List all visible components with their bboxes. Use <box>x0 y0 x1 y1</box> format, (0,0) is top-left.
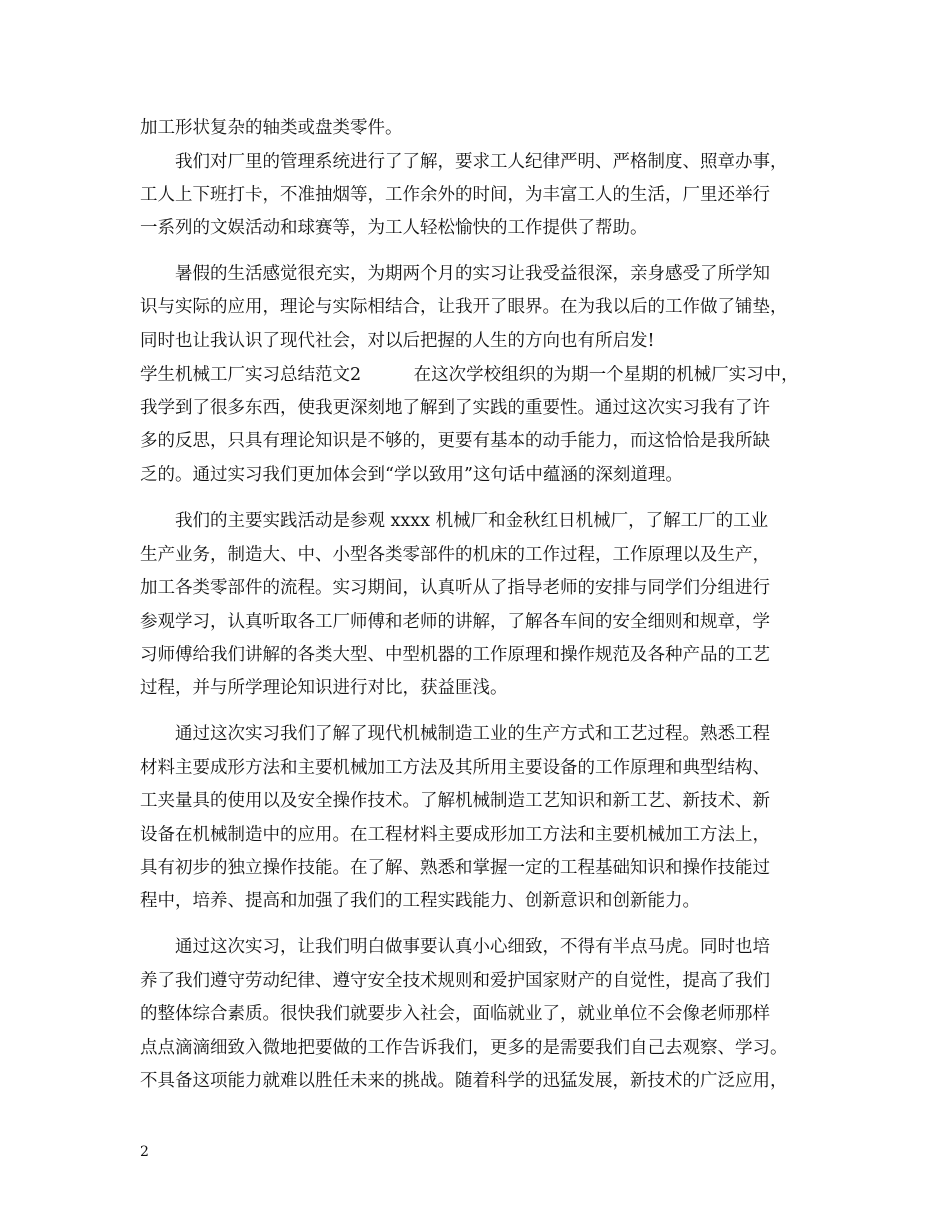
text-line: 程中，培养、提高和加强了我们的工程实践能力、创新意识和创新能力。 <box>140 891 700 911</box>
page-number: 2 <box>140 1144 149 1160</box>
text-line: 多的反思，只具有理论知识是不够的，更要有基本的动手能力，而这恰恰是我所缺 <box>140 431 770 451</box>
text-line: 习师傅给我们讲解的各类大型、中型机器的工作原理和操作规范及各种产品的工艺 <box>140 645 770 665</box>
text-line: 参观学习，认真听取各工厂师傅和老师的讲解，了解各车间的安全细则和规章，学 <box>140 612 770 632</box>
text-line: 同时也让我认识了现代社会，对以后把握的人生的方向也有所启发! <box>140 331 655 351</box>
text-line: 我们的主要实践活动是参观 xxxx 机械厂和金秋红日机械厂，了解工厂的工业 <box>140 511 769 531</box>
text-line: 加工形状复杂的轴类或盘类零件。 <box>140 118 403 138</box>
text-line: 材料主要成形方法和主要机械加工方法及其所用主要设备的工作原理和典型结构、 <box>140 758 770 778</box>
text-line: 不具备这项能力就难以胜任未来的挑战。随着科学的迅猛发展，新技术的广泛应用， <box>140 1071 788 1091</box>
text-line: 乏的。通过实习我们更加体会到“学以致用”这句话中蕴涵的深刻道理。 <box>140 465 683 485</box>
text-line: 的整体综合素质。很快我们就要步入社会，面临就业了，就业单位不会像老师那样 <box>140 1004 770 1024</box>
text-line: 一系列的文娱活动和球赛等，为工人轻松愉快的工作提供了帮助。 <box>140 218 648 238</box>
text-line: 养了我们遵守劳动纪律、遵守安全技术规则和爱护国家财产的自觉性，提高了我们 <box>140 971 770 991</box>
text-line: 工夹量具的使用以及安全操作技术。了解机械制造工艺知识和新工艺、新技术、新 <box>140 791 770 811</box>
text-line: 设备在机械制造中的应用。在工程材料主要成形加工方法和主要机械加工方法上， <box>140 825 770 845</box>
text-line: 我们对厂里的管理系统进行了了解，要求工人纪律严明、严格制度、照章办事， <box>140 152 788 172</box>
text-line: 学生机械工厂实习总结范文2 在这次学校组织的为期一个星期的机械厂实习中， <box>140 365 799 385</box>
text-line: 生产业务，制造大、中、小型各类零部件的机床的工作过程，工作原理以及生产， <box>140 545 770 565</box>
text-line: 通过这次实习我们了解了现代机械制造工业的生产方式和工艺过程。熟悉工程 <box>140 724 770 744</box>
text-line: 过程，并与所学理论知识进行对比，获益匪浅。 <box>140 678 508 698</box>
text-line: 暑假的生活感觉很充实，为期两个月的实习让我受益很深，亲身感受了所学知 <box>140 264 770 284</box>
text-line: 工人上下班打卡，不准抽烟等，工作余外的时间，为丰富工人的生活，厂里还举行 <box>140 185 770 205</box>
text-line: 点点滴滴细致入微地把要做的工作告诉我们，更多的是需要我们自己去观察、学习。 <box>140 1038 788 1058</box>
text-line: 识与实际的应用，理论与实际相结合，让我开了眼界。在为我以后的工作做了铺垫， <box>140 297 788 317</box>
text-line: 通过这次实习，让我们明白做事要认真小心细致，不得有半点马虎。同时也培 <box>140 937 770 957</box>
text-line: 具有初步的独立操作技能。在了解、熟悉和掌握一定的工程基础知识和操作技能过 <box>140 858 770 878</box>
text-line: 加工各类零部件的流程。实习期间，认真听从了指导老师的安排与同学们分组进行 <box>140 578 770 598</box>
text-line: 我学到了很多东西，使我更深刻地了解到了实践的重要性。通过这次实习我有了许 <box>140 398 770 418</box>
